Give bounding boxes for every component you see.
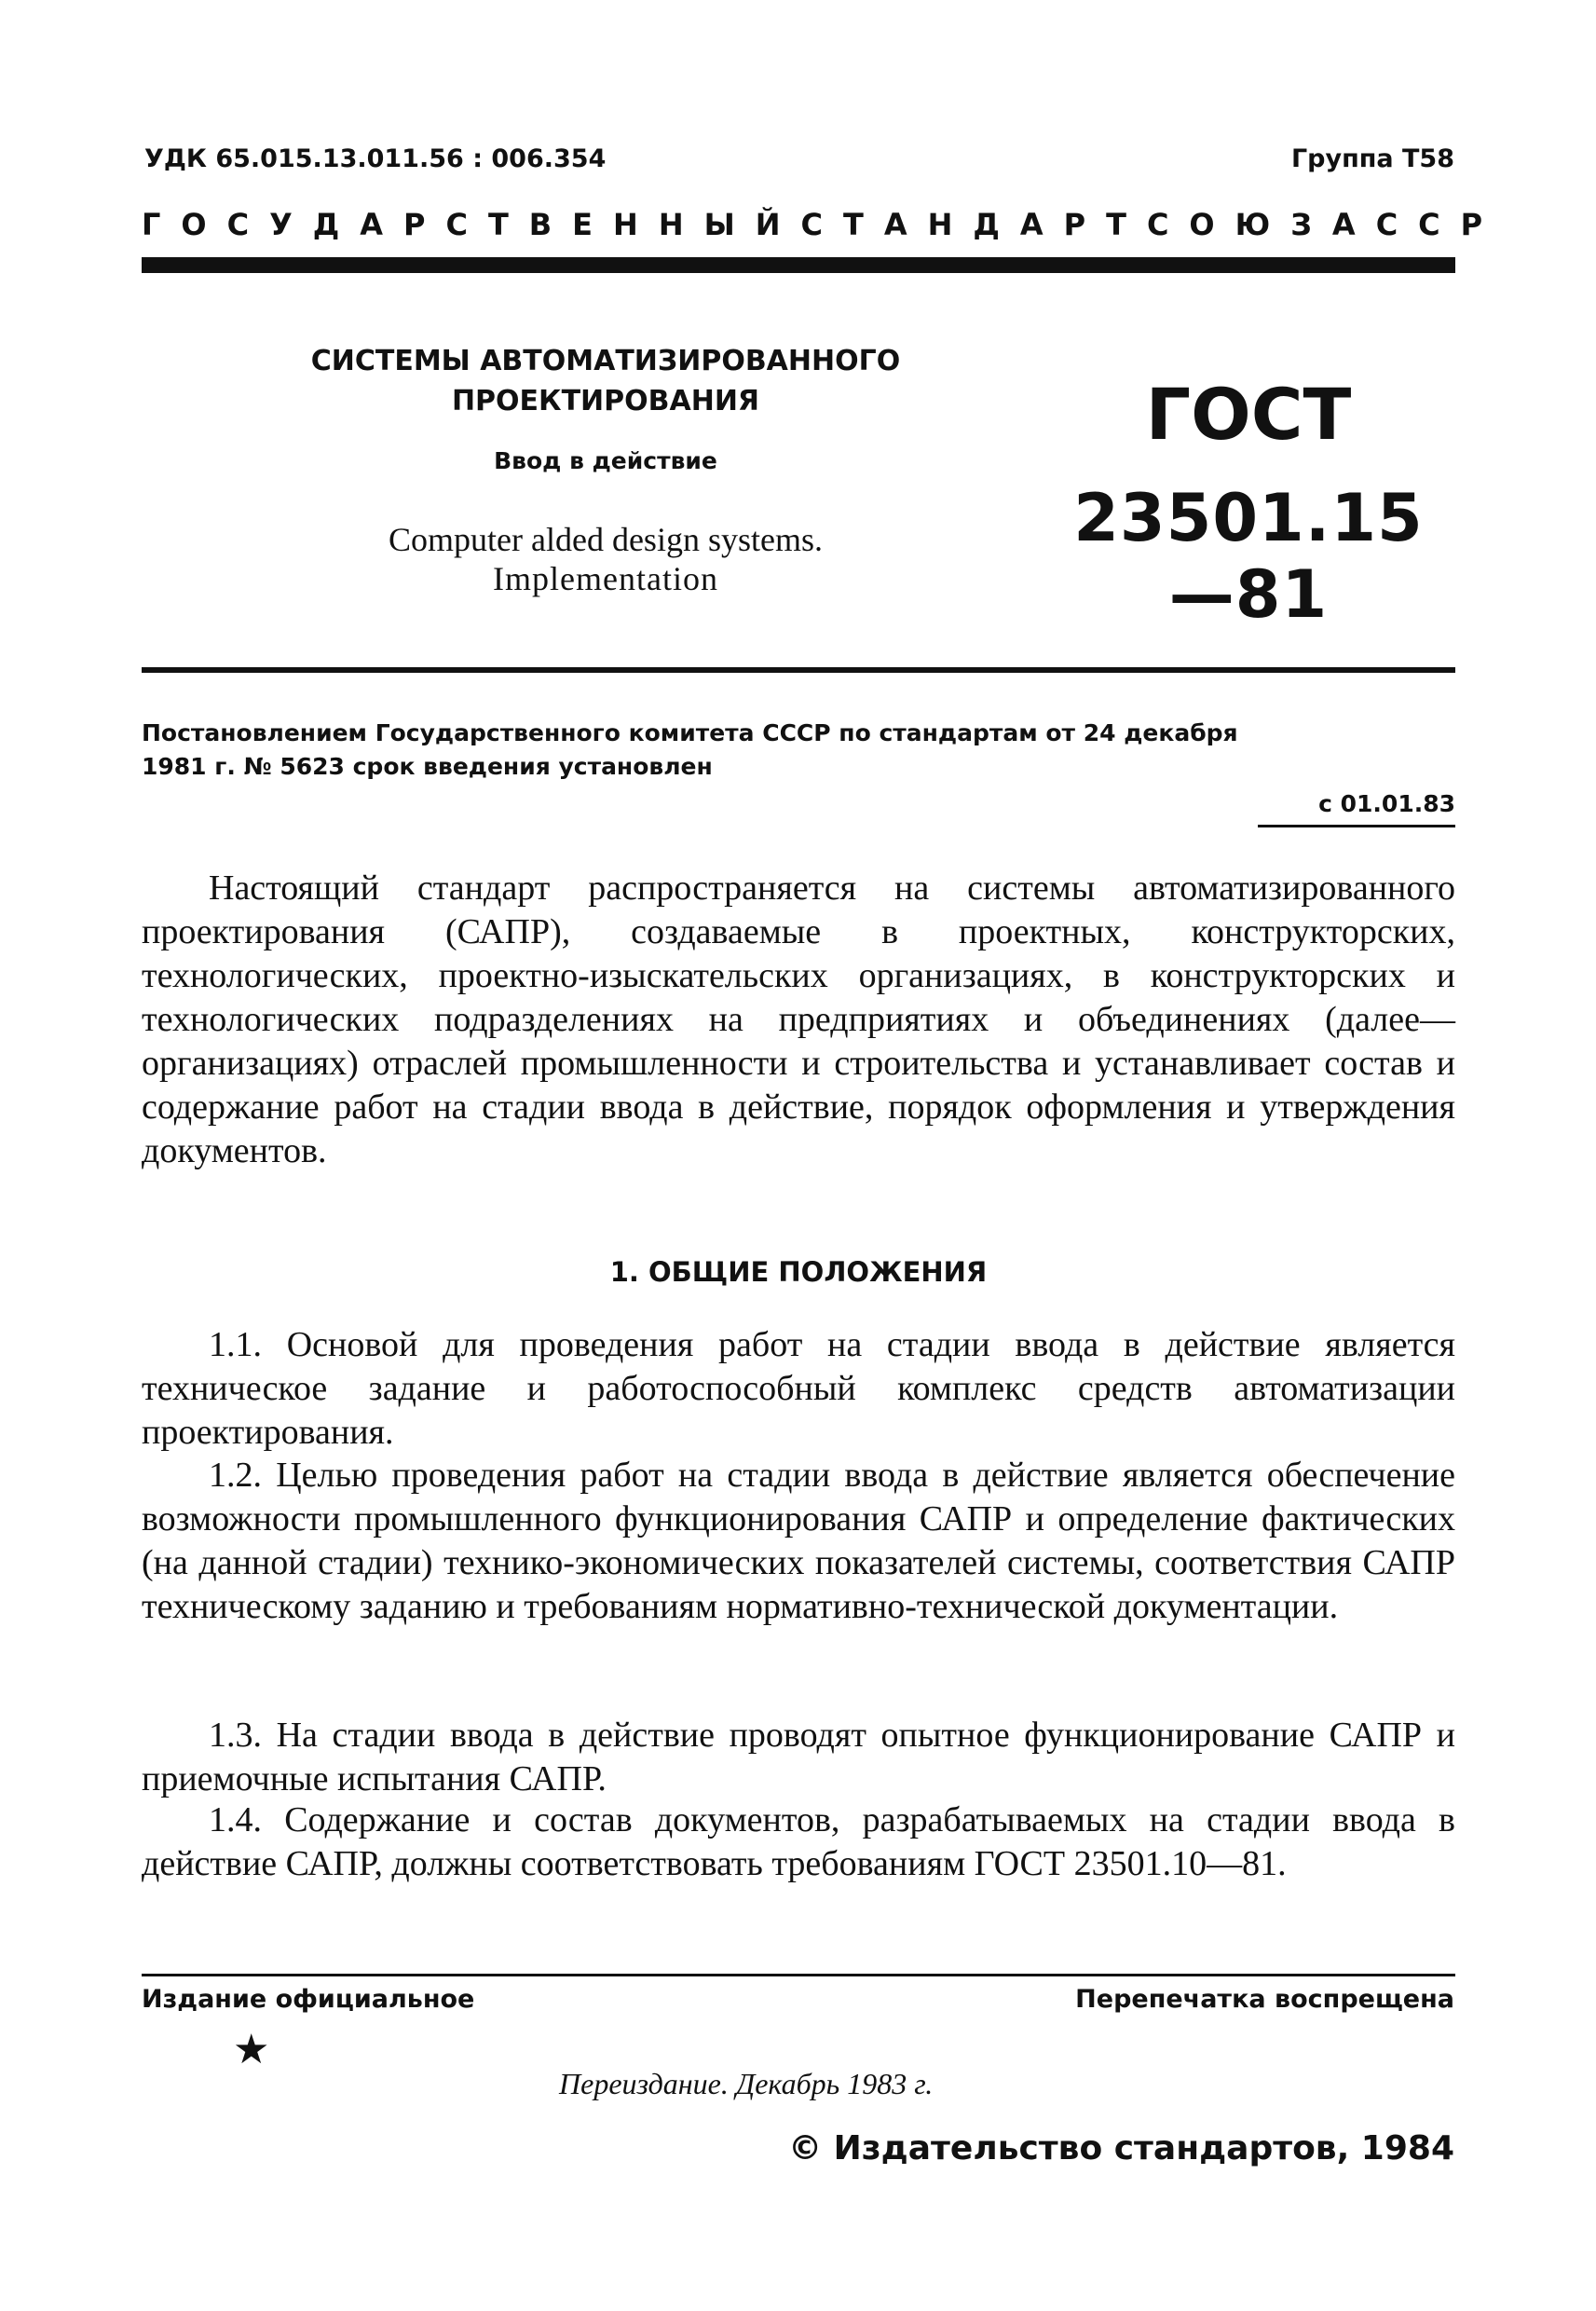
clause-1-1: 1.1. Основой для проведения работ на стадии ввода в действие является техническое задание и работоспособный комплекс средств автоматизации проектирования. [142,1325,1455,1452]
udk-code: УДК 65.015.13.011.56 : 006.354 [144,144,607,173]
title-divider-rule [142,667,1455,673]
no-reprint-label: Перепечатка воспрещена [1075,1985,1454,2014]
decree-line-1: Постановлением Государственного комитета СССР по стандартам от 24 декабря [142,719,1238,746]
decree-line-2: 1981 г. № 5623 срок введения установлен [142,753,713,780]
group-code: Группа Т58 [1290,144,1454,173]
banner-word-state: ГОСУДАРСТВЕННЫЙ [142,207,801,242]
official-edition-label: Издание официальное [142,1985,475,2014]
title-ru-line-2: ПРОЕКТИРОВАНИЯ [451,385,760,417]
footer-rule [142,1974,1455,1976]
title-ru-line-1: СИСТЕМЫ АВТОМАТИЗИРОВАННОГО [310,345,901,377]
banner-word-union: СОЮЗА [1146,207,1376,242]
title-ru-subtitle: Ввод в действие [494,447,717,474]
star-icon: ★ [233,2026,270,2073]
state-standard-banner [142,207,1504,242]
header-thick-rule [142,257,1455,273]
copyright-line: © Издательство стандартов, 1984 [788,2129,1454,2167]
gost-number: 23501.15—81 [1073,480,1424,633]
title-en-line-2: Implementation [493,560,718,597]
banner-word-standard: СТАНДАРТ [800,207,1147,242]
title-en-line-1: Computer alded design systems. [389,521,823,558]
banner-word-ssr: ССР [1375,207,1504,242]
gost-label: ГОСТ [1145,373,1352,456]
effective-date: с 01.01.83 [1258,790,1455,827]
intro-paragraph: Настоящий стандарт распространяется на системы автоматизированного проектирования (САПР), создаваемые в проектных, конструкторских, технологических, проектно-изыскательских организациях, в конструкторских и технологических подразделениях на предприятиях и объединениях (далее—организациях) отраслей промышленности и строительства и устанавливает состав и содержание работ на стадии ввода в действие, порядок оформления и утверждения документов. [142,868,1455,1170]
reissue-note: Переиздание. Декабрь 1983 г. [559,2067,934,2100]
clause-1-3: 1.3. На стадии ввода в действие проводят опытное функционирование САПР и приемочные испытания САПР. [142,1716,1455,1798]
clause-1-2: 1.2. Целью проведения работ на стадии ввода в действие является обеспечение возможности промышленного функционирования САПР и определение фактических (на данной стадии) технико-экономических показателей системы, соответствия САПР техническому заданию и требованиям нормативно-технической документации. [142,1456,1455,1626]
section-heading: 1. ОБЩИЕ ПОЛОЖЕНИЯ [609,1256,988,1288]
clause-1-4: 1.4. Содержание и состав документов, разрабатываемых на стадии ввода в действие САПР, должны соответствовать требованиям ГОСТ 23501.10—81. [142,1800,1455,1883]
